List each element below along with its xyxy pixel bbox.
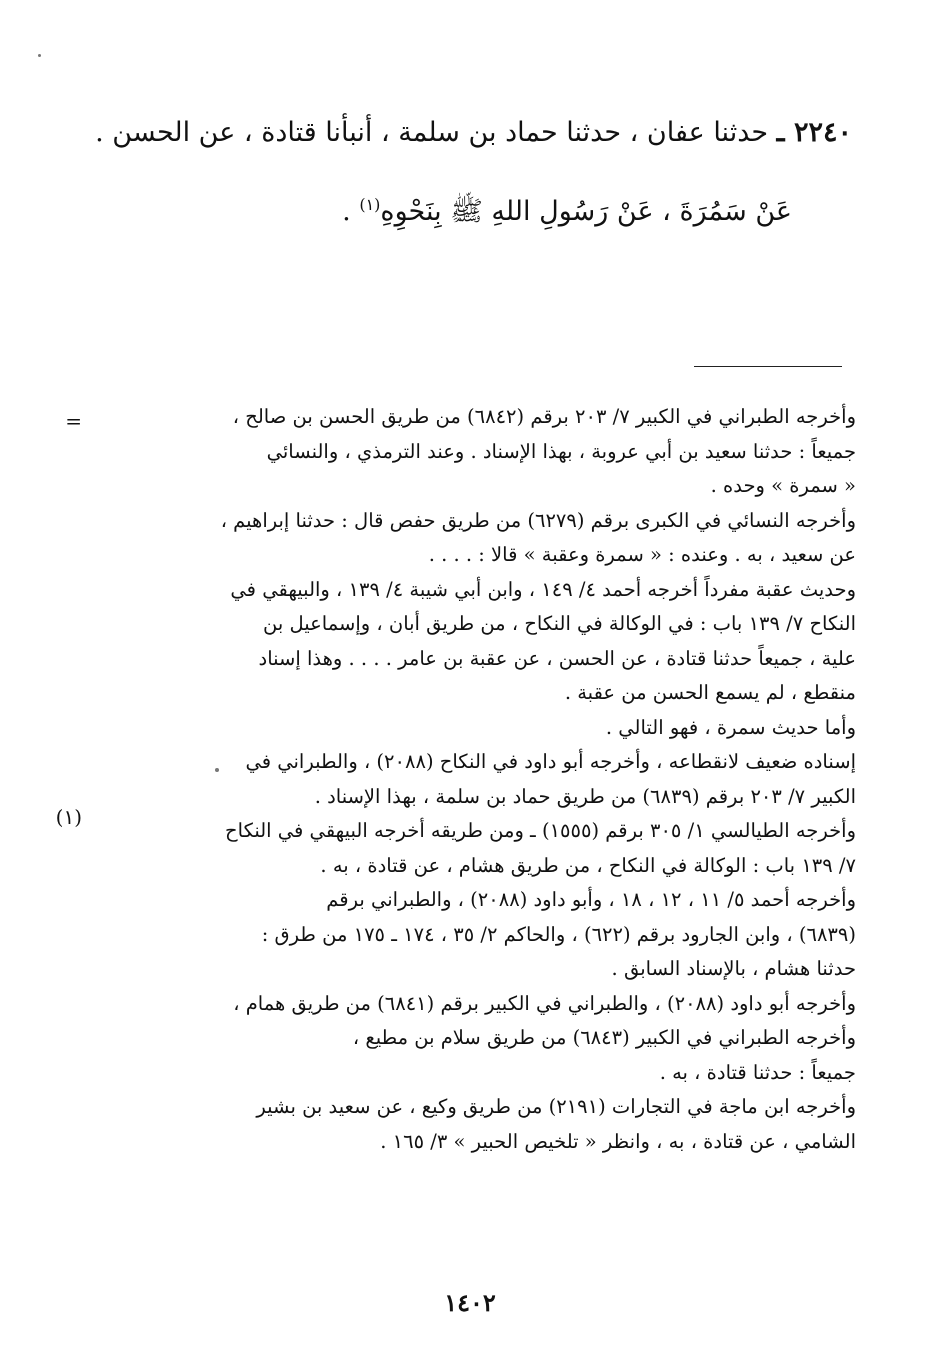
footnote-line: إسناده ضعيف لانقطاعه ، وأخرجه أبو داود في النكاح (٢٠٨٨) ، والطبراني في	[245, 750, 856, 773]
footnote-line: وأما حديث سمرة ، فهو التالي .	[605, 715, 856, 739]
footnote-line: (٦٨٣٩) ، وابن الجارود برقم (٦٢٢) ، والحاكم ٢/ ٣٥ ، ١٧٤ ـ ١٧٥ من طرق :	[261, 922, 856, 946]
footnote-line: حدثنا هشام ، بالإسناد السابق .	[611, 957, 856, 980]
footnote-line: وأخرجه أحمد ٥/ ١١ ، ١٢ ، ١٨ ، وأبو داود (٢٠٨٨) ، والطبراني برقم	[326, 888, 856, 911]
footnote-line: منقطع ، لم يسمع الحسن من عقبة .	[564, 681, 856, 704]
footnote-line: ٧/ ١٣٩ باب : الوكالة في النكاح ، من طريق هشام ، عن قتادة ، به .	[320, 853, 856, 877]
hadith-block	[77, 108, 852, 237]
footnote-1-marker: (١)	[55, 805, 82, 829]
footnote-line: وحديث عقبة مفرداً أخرجه أحمد ٤/ ١٤٩ ، وابن أبي شيبة ٤/ ١٣٩ ، والبيهقي في	[230, 577, 856, 601]
footnote-line: جميعاً : حدثنا سعيد بن أبي عروبة ، بهذا الإسناد . وعند الترمذي ، والنسائي	[266, 439, 856, 463]
hadith-number: ٢٢٤٠ ـ	[776, 117, 852, 148]
footnote-line: الكبير ٧/ ٢٠٣ برقم (٦٨٣٩) من طريق حماد بن سلمة ، بهذا الإسناد .	[314, 784, 856, 808]
page-number: ١٤٠٢	[444, 1288, 496, 1317]
hadith-matn-end: .	[342, 196, 360, 227]
footnote-line: وأخرجه الطبراني في الكبير (٦٨٤٣) من طريق سلام بن مطيع ،	[352, 1026, 856, 1049]
hadith-isnad-text: حدثنا عفان ، حدثنا حماد بن سلمة ، أنبأنا قتادة ، عن الحسن .	[95, 117, 769, 148]
footnote-1	[128, 745, 856, 1159]
footnote-line: عن سعيد ، به . وعنده : « سمرة وعقبة » قالا : . . . .	[428, 543, 856, 566]
footnote-line: وأخرجه الطيالسي ١/ ٣٠٥ برقم (١٥٥٥) ـ ومن طريقه أخرجه البيهقي في النكاح	[225, 819, 856, 842]
footnote-line: علية ، جميعاً حدثنا قتادة ، عن الحسن ، عن عقبة بن عامر . . . . وهذا إسناد	[258, 646, 856, 670]
footnote-divider	[694, 366, 842, 367]
hadith-matn	[77, 180, 792, 237]
footnote-line: وأخرجه الطبراني في الكبير ٧/ ٢٠٣ برقم (٦٨٤٢) من طريق الحسن بن صالح ،	[232, 405, 856, 428]
footnote-line: « سمرة » وحده .	[710, 474, 856, 497]
footnote-line: وأخرجه ابن ماجة في التجارات (٢١٩١) من طريق وكيع ، عن سعيد بن بشير	[256, 1095, 856, 1118]
footnote-reference[interactable]: (١)	[359, 195, 381, 214]
footnotes-section	[128, 400, 856, 1159]
scan-speck	[215, 768, 219, 772]
footnote-line: وأخرجه النسائي في الكبرى برقم (٦٢٧٩) من طريق حفص قال : حدثنا إبراهيم ،	[220, 508, 856, 532]
continued-footnote-marker: =	[65, 409, 82, 433]
hadith-matn-text: عَنْ سَمُرَةَ ، عَنْ رَسُولِ اللهِ ﷺ بِنَحْوِهِ	[380, 196, 792, 227]
scan-speck	[38, 54, 41, 57]
footnote-line: جميعاً : حدثنا قتادة ، به .	[659, 1060, 856, 1084]
footnote-line: وأخرجه أبو داود (٢٠٨٨) ، والطبراني في الكبير برقم (٦٨٤١) من طريق همام ،	[233, 991, 856, 1015]
hadith-isnad	[77, 108, 852, 158]
footnote-line: النكاح ٧/ ١٣٩ باب : في الوكالة في النكاح ، من طريق أبان ، وإسماعيل بن	[263, 612, 856, 635]
footnote-line: الشامي ، عن قتادة ، به ، وانظر « تلخيص الحبير » ٣/ ١٦٥ .	[380, 1129, 856, 1153]
continued-footnote	[128, 400, 856, 745]
